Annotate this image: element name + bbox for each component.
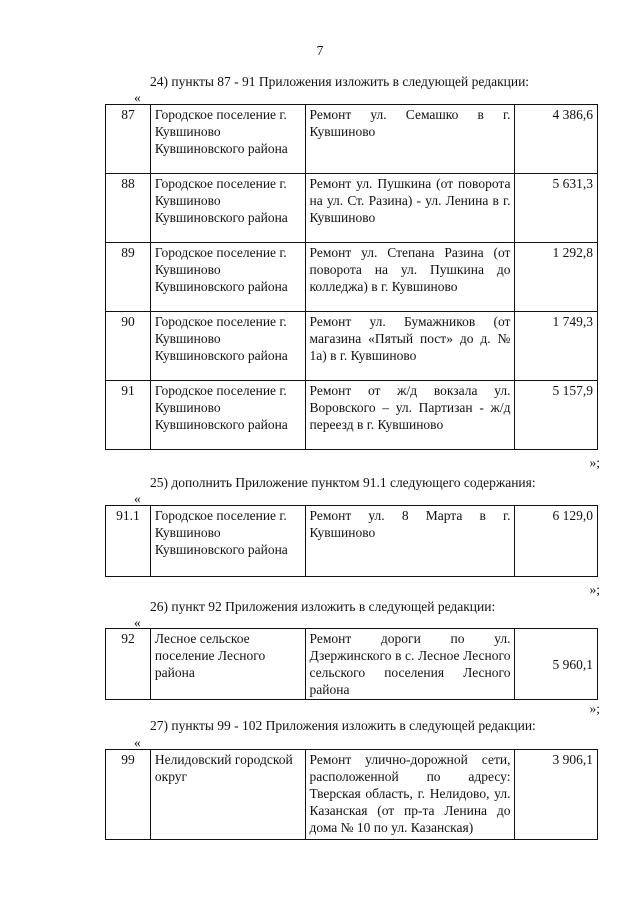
amount-cell: 5 631,3: [515, 174, 598, 243]
work-cell: Ремонт ул. Семашко в г. Кувшиново: [305, 105, 515, 174]
row-number: 99: [106, 750, 151, 840]
open-quote: «: [134, 615, 141, 630]
row-number: 90: [106, 312, 151, 381]
table-items-87-91: [105, 104, 598, 450]
municipality-cell: Городское поселение г. Кувшиново Кувшиновского района: [150, 174, 305, 243]
table-row: [106, 174, 598, 243]
amount-cell: 1 749,3: [515, 312, 598, 381]
table-item-91-1: [105, 505, 598, 577]
table-row: [106, 381, 598, 450]
work-cell: Ремонт ул. Пушкина (от поворота на ул. Ст. Разина) - ул. Ленина в г. Кувшиново: [305, 174, 515, 243]
table-row: [106, 243, 598, 312]
amount-cell: 4 386,6: [515, 105, 598, 174]
amount-cell: 3 906,1: [515, 750, 598, 840]
section-heading-24: 24) пункты 87 - 91 Приложения изложить в следующей редакции:: [150, 74, 530, 89]
table-row: [106, 629, 598, 700]
municipality-cell: Городское поселение г. Кувшиново Кувшиновского района: [150, 105, 305, 174]
row-number: 88: [106, 174, 151, 243]
open-quote: «: [134, 491, 141, 506]
open-quote: «: [134, 735, 141, 750]
table-row: [106, 750, 598, 840]
close-quote: »;: [589, 701, 600, 716]
row-number: 91: [106, 381, 151, 450]
work-cell: Ремонт дороги по ул. Дзержинского в с. Лесное Лесного сельского поселения Лесного района: [305, 629, 515, 700]
close-quote: »;: [589, 455, 600, 470]
municipality-cell: Городское поселение г. Кувшиново Кувшиновского района: [150, 312, 305, 381]
table-row: [106, 312, 598, 381]
table-row: [106, 506, 598, 577]
amount-cell: 5 157,9: [515, 381, 598, 450]
municipality-cell: Лесное сельское поселение Лесного района: [150, 629, 305, 700]
section-heading-25: 25) дополнить Приложение пунктом 91.1 следующего содержания:: [150, 475, 536, 490]
table-row: [106, 105, 598, 174]
work-cell: Ремонт ул. 8 Марта в г. Кувшиново: [305, 506, 515, 577]
row-number: 91.1: [106, 506, 151, 577]
table-items-99-102: [105, 749, 598, 840]
row-number: 87: [106, 105, 151, 174]
work-cell: Ремонт ул. Бумажников (от магазина «Пятый пост» до д. № 1а) в г. Кувшиново: [305, 312, 515, 381]
row-number: 92: [106, 629, 151, 700]
open-quote: «: [134, 90, 141, 105]
section-heading-26: 26) пункт 92 Приложения изложить в следующей редакции:: [150, 599, 496, 614]
work-cell: Ремонт ул. Степана Разина (от поворота на ул. Пушкина до колледжа) в г. Кувшиново: [305, 243, 515, 312]
section-heading-27: 27) пункты 99 - 102 Приложения изложить в следующей редакции:: [150, 718, 536, 733]
row-number: 89: [106, 243, 151, 312]
amount-cell: 1 292,8: [515, 243, 598, 312]
work-cell: Ремонт улично-дорожной сети, расположенной по адресу: Тверская область, г. Нелидово, ул. Казанская (от пр-та Ленина до дома № 10 по ул. Казанская): [305, 750, 515, 840]
work-cell: Ремонт от ж/д вокзала ул. Воровского – ул. Партизан - ж/д переезд в г. Кувшиново: [305, 381, 515, 450]
page-number: 7: [316, 43, 324, 58]
municipality-cell: Нелидовский городской округ: [150, 750, 305, 840]
amount-cell: 6 129,0: [515, 506, 598, 577]
amount-cell: 5 960,1: [515, 629, 598, 700]
municipality-cell: Городское поселение г. Кувшиново Кувшиновского района: [150, 381, 305, 450]
municipality-cell: Городское поселение г. Кувшиново Кувшиновского района: [150, 243, 305, 312]
table-item-92: [105, 628, 598, 700]
close-quote: »;: [589, 582, 600, 597]
municipality-cell: Городское поселение г. Кувшиново Кувшиновского района: [150, 506, 305, 577]
